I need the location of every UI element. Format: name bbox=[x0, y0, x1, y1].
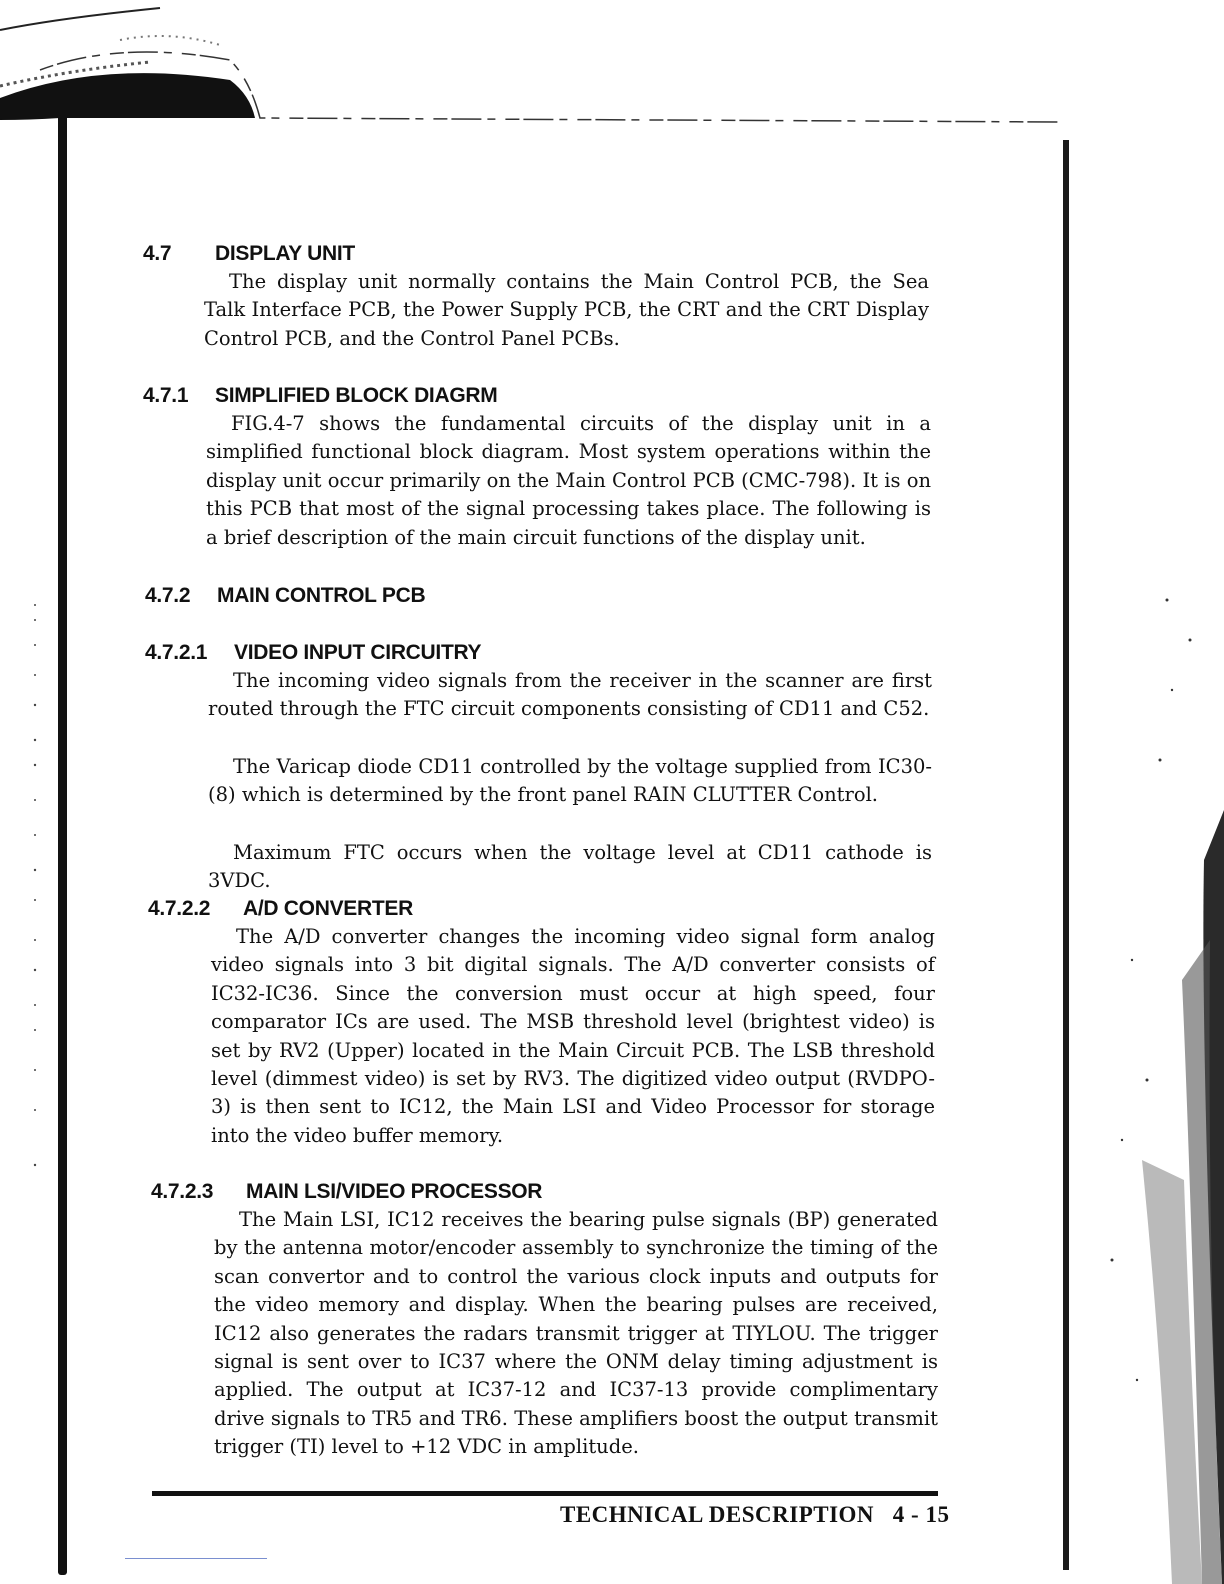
page-number: 4 - 15 bbox=[892, 1502, 950, 1527]
section-number: 4.7.2.3 bbox=[151, 1180, 214, 1203]
paragraph-text: The incoming video signals from the receiver in the scanner are first routed through the FTC circuit components consisting of CD11 and C52. bbox=[208, 669, 932, 721]
section-heading bbox=[145, 584, 425, 608]
section-title: MAIN LSI/VIDEO PROCESSOR bbox=[246, 1180, 543, 1203]
section-number: 4.7.2.2 bbox=[148, 897, 211, 920]
paragraph-text: The Varicap diode CD11 controlled by the voltage supplied from IC30-(8) which is determined by the front panel RAIN CLUTTER Control. bbox=[208, 755, 932, 807]
section-heading bbox=[143, 384, 497, 408]
page-footer bbox=[560, 1502, 950, 1528]
scan-artifact-left bbox=[28, 600, 42, 1200]
section-title: MAIN CONTROL PCB bbox=[217, 584, 426, 607]
section-heading bbox=[148, 897, 413, 921]
footer-rule bbox=[152, 1491, 938, 1496]
scan-artifact-top bbox=[0, 0, 1224, 140]
section-title: DISPLAY UNIT bbox=[215, 242, 355, 265]
paragraph-display-unit bbox=[204, 268, 929, 353]
scan-artifact-right bbox=[1072, 560, 1224, 1584]
paragraph-ad-converter bbox=[211, 923, 935, 1150]
section-heading bbox=[145, 641, 481, 665]
paragraph-video-input-3 bbox=[208, 839, 932, 896]
paragraph-main-lsi bbox=[214, 1206, 938, 1462]
section-number: 4.7.1 bbox=[143, 384, 189, 407]
paragraph-text: The A/D converter changes the incoming video signal form analog video signals into 3 bit digital signals. The A/D converter consists of IC32-IC36. Since the conversion must occur at high speed, four comparator ICs are used. The MSB threshold level (brightest video) is set by RV2 (Upper) located in the Main Circuit PCB. The LSB threshold level (dimmest video) is set by RV3. The digitized video output (RVDPO-3) is then sent to IC12, the Main LSI and Video Processor for storage into the video buffer memory. bbox=[211, 925, 935, 1147]
section-title: SIMPLIFIED BLOCK DIAGRM bbox=[215, 384, 498, 407]
section-heading bbox=[143, 242, 355, 266]
paragraph-video-input-2 bbox=[208, 753, 932, 810]
paragraph-text: FIG.4-7 shows the fundamental circuits of the display unit in a simplified functional block diagram. Most system operations within the display unit occur primarily on the Main Control PCB (CMC-798). It is on this PCB that most of the signal processing takes place. The following is a brief description of the main circuit functions of the display unit. bbox=[206, 412, 931, 549]
section-number: 4.7 bbox=[143, 242, 172, 265]
scan-binding-edge bbox=[58, 115, 67, 1575]
paragraph-text: Maximum FTC occurs when the voltage level at CD11 cathode is 3VDC. bbox=[208, 841, 932, 893]
paragraph-video-input-1 bbox=[208, 667, 932, 724]
scan-artifact-line bbox=[125, 1558, 267, 1559]
section-heading bbox=[151, 1180, 542, 1204]
section-title: VIDEO INPUT CIRCUITRY bbox=[234, 641, 482, 664]
section-number: 4.7.2 bbox=[145, 584, 191, 607]
scan-page-edge bbox=[1063, 140, 1069, 1570]
paragraph-text: The display unit normally contains the Main Control PCB, the Sea Talk Interface PCB, the Power Supply PCB, the CRT and the CRT Display Control PCB, and the Control Panel PCBs. bbox=[204, 270, 929, 350]
section-title: A/D CONVERTER bbox=[243, 897, 413, 920]
footer-label: TECHNICAL DESCRIPTION bbox=[560, 1502, 875, 1527]
paragraph-block-diagram bbox=[206, 410, 931, 552]
section-number: 4.7.2.1 bbox=[145, 641, 208, 664]
paragraph-text: The Main LSI, IC12 receives the bearing pulse signals (BP) generated by the antenna motor/encoder assembly to synchronize the timing of the scan convertor and to control the various clock inputs and outputs for the video memory and display. When the bearing pulses are received, IC12 also generates the radars transmit trigger at TIYLOU. The trigger signal is sent over to IC37 where the ONM delay timing adjustment is applied. The output at IC37-12 and IC37-13 provide complimentary drive signals to TR5 and TR6. These amplifiers boost the output transmit trigger (TI) level to +12 VDC in amplitude. bbox=[214, 1208, 938, 1459]
